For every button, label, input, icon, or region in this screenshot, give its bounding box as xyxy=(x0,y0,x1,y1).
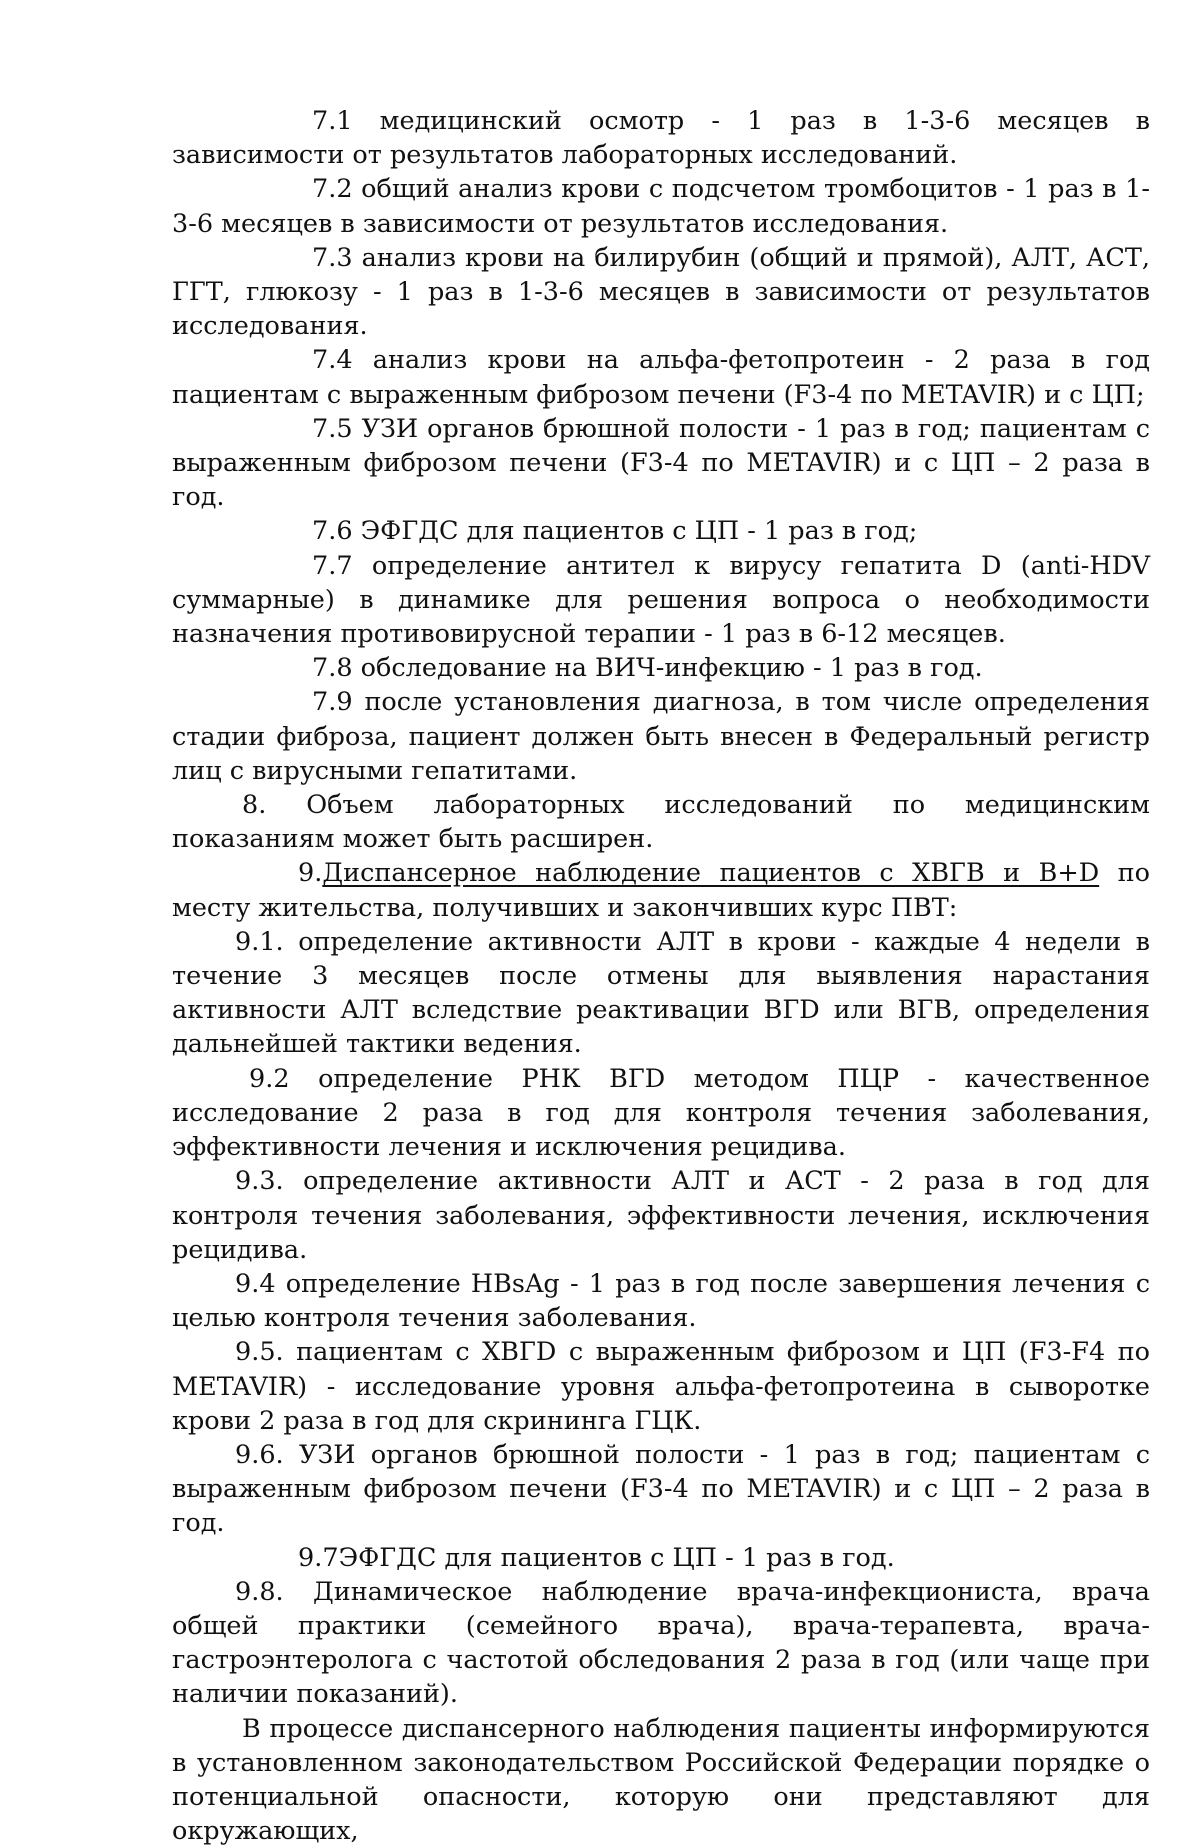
item-text: обследование на ВИЧ-инфекцию - 1 раз в год. xyxy=(360,653,983,684)
item-text: медицинский осмотр - 1 раз в 1-3-6 месяцев в зависимости от результатов лабораторных исследований. xyxy=(172,106,1150,171)
document-page xyxy=(172,104,1150,1848)
item-text: общий анализ крови с подсчетом тромбоцитов - 1 раз в 1-3-6 месяцев в зависимости от результатов исследования. xyxy=(172,174,1150,239)
item-number: 7.9 xyxy=(312,687,353,718)
section-heading-underlined: Диспансерное наблюдение пациентов с ХВГВ и B+D xyxy=(322,858,1100,889)
item-text: УЗИ органов брюшной полости - 1 раз в год; пациентам с выраженным фиброзом печени (F3-4 по METAVIR) и с ЦП – 2 раза в год. xyxy=(172,1439,1150,1539)
item-number: 7.2 xyxy=(312,174,353,205)
item-text: определение HBsAg - 1 раз в год после завершения лечения с целью контроля течения заболевания. xyxy=(172,1268,1150,1334)
item-text: определение активности АЛТ в крови - каждые 4 недели в течение 3 месяцев после отмены для выявления нарастания активности АЛТ вследствие реактивации ВГD или ВГВ, определения дальнейшей тактики ведения. xyxy=(172,926,1151,1060)
item-text: по месту жительства, получивших и закончивших курс ПВТ: xyxy=(172,858,1150,923)
item-number: 9.4 xyxy=(235,1268,276,1299)
item-text: Динамическое наблюдение врача-инфекциониста, врача общей практики (семейного врача), врача-терапевта, врача-гастроэнтеролога с частотой обследования 2 раза в год (или чаще при наличии показаний). xyxy=(172,1576,1150,1710)
item-number: 7.6 xyxy=(312,516,353,547)
item-text: Объем лабораторных исследований по медицинским показаниям может быть расширен. xyxy=(172,790,1150,855)
item-text: ЭФГДС для пациентов с ЦП - 1 раз в год; xyxy=(360,516,918,547)
item-number: 9.6. xyxy=(235,1439,284,1470)
item-number: 7.8 xyxy=(312,653,353,684)
paragraph-9-5 xyxy=(172,1335,1150,1438)
paragraph-7-5 xyxy=(172,412,1150,515)
item-number: 8. xyxy=(242,790,267,821)
paragraph-8 xyxy=(172,788,1150,856)
paragraph-7-6 xyxy=(172,514,1150,548)
item-text: определение активности АЛТ и АСТ - 2 раза в год для контроля течения заболевания, эффективности лечения, исключения рецидива. xyxy=(172,1166,1150,1265)
paragraph-7-7 xyxy=(172,549,1150,652)
item-text: УЗИ органов брюшной полости - 1 раз в год; пациентам с выраженным фиброзом печени (F3-4 по METAVIR) и с ЦП – 2 раза в год. xyxy=(172,413,1150,513)
item-number: 9.7 xyxy=(298,1542,339,1573)
item-number: 9.2 xyxy=(249,1063,290,1094)
paragraph-7-2 xyxy=(172,172,1150,240)
item-number: 7.1 xyxy=(312,106,353,136)
item-text: анализ крови на альфа-фетопротеин - 2 раза в год пациентам с выраженным фиброзом печени (F3-4 по METAVIR) и с ЦП; xyxy=(172,345,1150,410)
item-number: 7.7 xyxy=(312,550,353,581)
paragraph-9-2 xyxy=(172,1062,1150,1165)
item-number: 7.5 xyxy=(312,413,353,444)
item-number: 9. xyxy=(298,858,323,889)
paragraph-7-8 xyxy=(172,651,1150,685)
paragraph-7-3 xyxy=(172,241,1150,344)
item-text: определение РНК ВГD методом ПЦР - качественное исследование 2 раза в год для контроля течения заболевания, эффективности лечения и исключения рецидива. xyxy=(172,1063,1150,1163)
item-number: 7.3 xyxy=(312,242,353,273)
item-number: 9.1. xyxy=(235,926,284,957)
paragraph-7-4 xyxy=(172,343,1150,411)
item-number: 9.3. xyxy=(235,1166,284,1197)
item-text: В процессе диспансерного наблюдения пациенты информируются в установленном законодательством Российской Федерации порядке о потенциальной опасности, которую они представляют для окружающих, xyxy=(172,1713,1150,1847)
item-text: пациентам с ХВГD с выраженным фиброзом и ЦП (F3-F4 по METAVIR) - исследование уровня альфа-фетопротеина в сыворотке крови 2 раза в год для скрининга ГЦК. xyxy=(172,1337,1150,1436)
paragraph-9 xyxy=(172,856,1150,924)
paragraph-informing xyxy=(172,1712,1150,1848)
paragraph-9-8 xyxy=(172,1575,1150,1712)
item-text: после установления диагноза, в том числе определения стадии фиброза, пациент должен быть внесен в Федеральный регистр лиц с вирусными гепатитами. xyxy=(172,687,1151,786)
item-number: 9.8. xyxy=(235,1576,284,1607)
paragraph-7-1 xyxy=(172,104,1150,172)
item-text: ЭФГДС для пациентов с ЦП - 1 раз в год. xyxy=(338,1542,895,1573)
paragraph-9-6 xyxy=(172,1438,1150,1541)
item-number: 9.5. xyxy=(235,1337,284,1368)
paragraph-9-7 xyxy=(172,1541,1150,1575)
item-text: определение антител к вирусу гепатита D (anti-HDV суммарные) в динамике для решения вопроса о необходимости назначения противовирусной терапии - 1 раз в 6-12 месяцев. xyxy=(172,550,1150,650)
item-text: анализ крови на билирубин (общий и прямой), АЛТ, АСТ, ГГТ, глюкозу - 1 раз в 1-3-6 месяцев в зависимости от результатов исследования. xyxy=(172,242,1150,342)
paragraph-9-3 xyxy=(172,1164,1150,1267)
item-number: 7.4 xyxy=(312,345,353,376)
paragraph-9-1 xyxy=(172,925,1150,1062)
paragraph-7-9 xyxy=(172,685,1150,788)
paragraph-9-4 xyxy=(172,1267,1150,1335)
